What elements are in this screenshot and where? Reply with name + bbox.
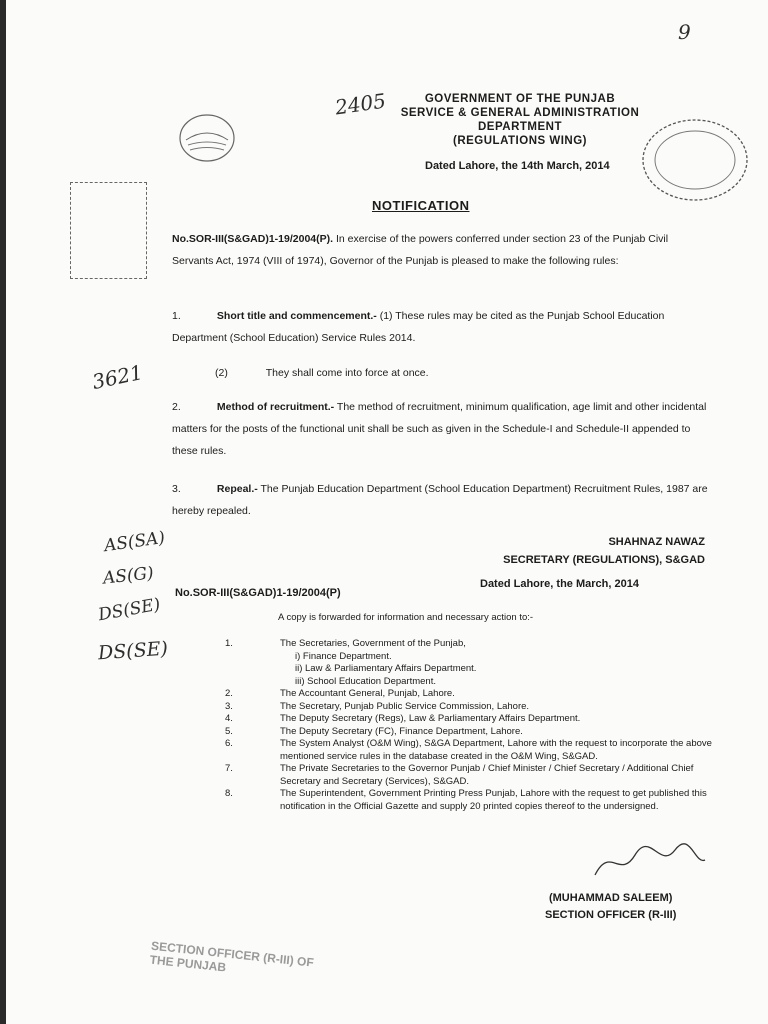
list-item [225,726,735,739]
list-item [225,713,735,726]
list-number: 8. [225,788,233,799]
handwritten-note: AS(SA) [102,527,167,557]
signatory-2-name: (MUHAMMAD SALEEM) [548,892,673,904]
signatory-1-title: SECRETARY (REGULATIONS), S&GAD [503,554,705,566]
handwritten-note: AS(G) [102,563,155,589]
list-subitem: ii) Law & Parliamentary Affairs Department. [295,663,477,674]
rule-text: (1) These rules may be cited as the Punjab School Education Department (School Education) Service Rules 2014. [172,310,665,344]
file-note: 2405 [333,88,388,120]
list-text: The Deputy Secretary (FC), Finance Department, Lahore. [280,725,523,737]
list-subitem: iii) School Education Department. [295,675,436,687]
ref-number: No.SOR-III(S&GAD)1-19/2004(P). [172,233,334,245]
rule-text: The Punjab Education Department (School Education Department) Recruitment Rules, 1987 are hereby repealed. [172,483,708,517]
distribution-list [225,638,735,813]
rule-1-2 [215,362,715,384]
letterhead-line-4: (REGULATIONS WING) [453,135,587,147]
handwritten-note: DS(SE) [97,637,169,665]
scan-edge [0,0,6,1024]
list-item [225,788,735,813]
intro-text: In exercise of the powers conferred under section 23 of the Punjab Civil Servants Act, 1974 (VIII of 1974), Governor of the Punjab is pleased to make the following rules: [172,233,669,267]
list-number: 5. [225,725,233,737]
signatory-1 [465,533,705,569]
date-line: Dated Lahore, the 14th March, 2014 [425,160,610,172]
list-text: The Deputy Secretary (Regs), Law & Parliamentary Affairs Department. [280,713,581,724]
office-stamp: SECTION OFFICER (R-III) OF THE PUNJAB [149,938,315,975]
document-title: NOTIFICATION [372,198,470,213]
list-text: The System Analyst (O&M Wing), S&GA Department, Lahore with the request to incorporate the above mentioned service rules in the database created in the O&M Wing, S&GAD. [280,738,712,762]
list-subitem: i) Finance Department. [295,650,392,662]
list-text: The Secretaries, Government of the Punjab, [280,638,466,649]
handwritten-diary-number: 3621 [90,359,145,395]
rule-heading: Repeal.- [216,483,258,495]
list-number: 1. [225,638,233,649]
signatory-1-name: SHAHNAZ NAWAZ [608,536,705,548]
endorsement-date: Dated Lahore, the March, 2014 [480,578,639,590]
endorsement-ref-number: No.SOR-III(S&GAD)1-19/2004(P) [175,587,341,599]
list-text: The Secretary, Punjab Public Service Commission, Lahore. [280,700,530,712]
rule-text: The method of recruitment, minimum qualification, age limit and other incidental matters for the posts of the functional unit shall be such as given in the Schedule-I and Schedule-II appended to these rules. [172,401,707,457]
letterhead-line-2: SERVICE & GENERAL ADMINISTRATION [400,107,640,119]
list-number: 4. [225,713,233,724]
letterhead [350,92,690,148]
list-text: The Private Secretaries to the Governor Punjab / Chief Minister / Chief Secretary / Additional Chief Secretary and Secretary (Services), S&GAD. [280,763,694,787]
list-item [225,638,735,651]
list-item [225,738,735,763]
rule-number: (2) [215,367,228,379]
registry-stamp [70,182,147,279]
list-number: 7. [225,763,233,774]
rule-heading: Short title and commencement.- [216,310,377,322]
page-number: 9 [678,20,691,44]
list-text: The Superintendent, Government Printing Press Punjab, Lahore with the request to get published this notification in the Official Gazette and supply 20 printed copies thereof to the undersigned. [280,788,707,812]
list-number: 6. [225,738,233,749]
rule-text: They shall come into force at once. [265,367,429,379]
list-item [225,688,735,701]
list-item [225,701,735,714]
signatory-2-title: SECTION OFFICER (R-III) [545,909,677,921]
rule-number: 2. [172,401,181,413]
letterhead-line-3: DEPARTMENT [477,121,562,133]
rule-heading: Method of recruitment.- [216,401,335,413]
rule-3 [172,478,712,522]
rule-1 [172,305,712,349]
received-stamp [640,115,750,205]
list-number: 2. [225,688,233,699]
rule-number: 3. [172,483,181,495]
copy-forwarded-line: A copy is forwarded for information and necessary action to:- [278,612,534,623]
rule-2 [172,396,712,462]
rule-number: 1. [172,310,181,322]
signature [590,835,710,885]
signatory-2 [545,890,676,924]
list-item [225,763,735,788]
list-text: The Accountant General, Punjab, Lahore. [280,688,455,699]
letterhead-line-1: GOVERNMENT OF THE PUNJAB [424,93,616,105]
intro-paragraph [172,228,712,272]
list-number: 3. [225,700,233,712]
government-seal-logo [178,112,236,164]
handwritten-note: DS(SE) [96,594,162,626]
